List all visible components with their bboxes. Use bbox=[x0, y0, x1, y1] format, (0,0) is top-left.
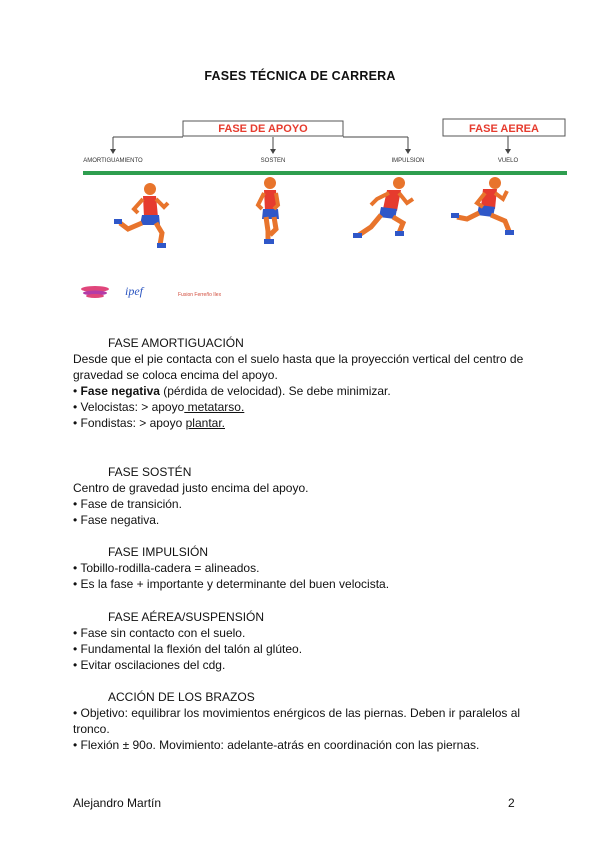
section-aerea bbox=[73, 609, 533, 673]
runner-impulsion bbox=[353, 177, 413, 238]
bullet-item: • Es la fase + importante y determinante del buen velocista. bbox=[73, 577, 390, 591]
logo-swirl bbox=[81, 286, 109, 298]
section-brazos bbox=[73, 689, 533, 753]
section-heading: FASE SOSTÉN bbox=[108, 465, 192, 479]
phase-label-sosten: SOSTEN bbox=[260, 158, 286, 164]
page-number: 2 bbox=[508, 796, 515, 810]
section-description: Centro de gravedad justo encima del apoyo. bbox=[73, 481, 309, 495]
section-impulsion bbox=[73, 544, 533, 592]
section-sosten bbox=[73, 464, 533, 528]
bullet-item: • Fase de transición. bbox=[73, 497, 182, 511]
section-amortiguacion bbox=[73, 335, 533, 431]
logo-ipef bbox=[125, 284, 145, 298]
bullet-item: • Objetivo: equilibrar los movimientos enérgicos de las piernas. Deben ir paralelos al tronco. bbox=[73, 706, 524, 736]
section-description: Desde que el pie contacta con el suelo hasta que la proyección vertical del centro de gravedad se coloca encima del apoyo. bbox=[73, 352, 527, 382]
section-heading: FASE IMPULSIÓN bbox=[108, 545, 209, 559]
bullet-item: • Velocistas: > apoyo metatarso. bbox=[73, 400, 245, 414]
page-title: FASES TÉCNICA DE CARRERA bbox=[204, 69, 396, 83]
bullet-item: • Fundamental la flexión del talón al glúteo. bbox=[73, 642, 303, 656]
runner-amortiguamiento bbox=[114, 183, 168, 248]
bullet-item: • Evitar oscilaciones del cdg. bbox=[73, 658, 226, 672]
runner-vuelo bbox=[451, 177, 514, 235]
logo-text: Fusion Ferreño Ilex bbox=[178, 292, 222, 298]
runner-sosten bbox=[258, 177, 279, 244]
air-phase-label: FASE AEREA bbox=[469, 123, 539, 135]
svg-text:ipef: ipef bbox=[125, 284, 143, 298]
bullet-item: • Fondistas: > apoyo plantar. bbox=[73, 416, 225, 430]
bullet-item: • Tobillo-rodilla-cadera = alineados. bbox=[73, 561, 260, 575]
bullet-item: • Fase negativa. bbox=[73, 513, 160, 527]
support-phase-label: FASE DE APOYO bbox=[218, 123, 308, 135]
section-heading: FASE AÉREA/SUSPENSIÓN bbox=[108, 610, 265, 624]
green-divider bbox=[83, 171, 567, 175]
running-phases-diagram bbox=[73, 105, 570, 302]
section-heading: FASE AMORTIGUACIÓN bbox=[108, 336, 244, 350]
section-heading: ACCIÓN DE LOS BRAZOS bbox=[108, 690, 255, 704]
phase-label-amortiguamiento: AMORTIGUAMIENTO bbox=[83, 158, 143, 164]
bullet-item: • Fase negativa (pérdida de velocidad). Se debe minimizar. bbox=[73, 384, 391, 398]
bullet-item: • Fase sin contacto con el suelo. bbox=[73, 626, 246, 640]
phase-label-vuelo: VUELO bbox=[497, 158, 519, 164]
footer-author: Alejandro Martín bbox=[73, 796, 162, 810]
running-phases-figure bbox=[73, 105, 570, 302]
phase-label-impulsion: IMPULSION bbox=[391, 158, 425, 164]
bullet-item: • Flexión ± 90o. Movimiento: adelante-atrás en coordinación con las piernas. bbox=[73, 738, 480, 752]
